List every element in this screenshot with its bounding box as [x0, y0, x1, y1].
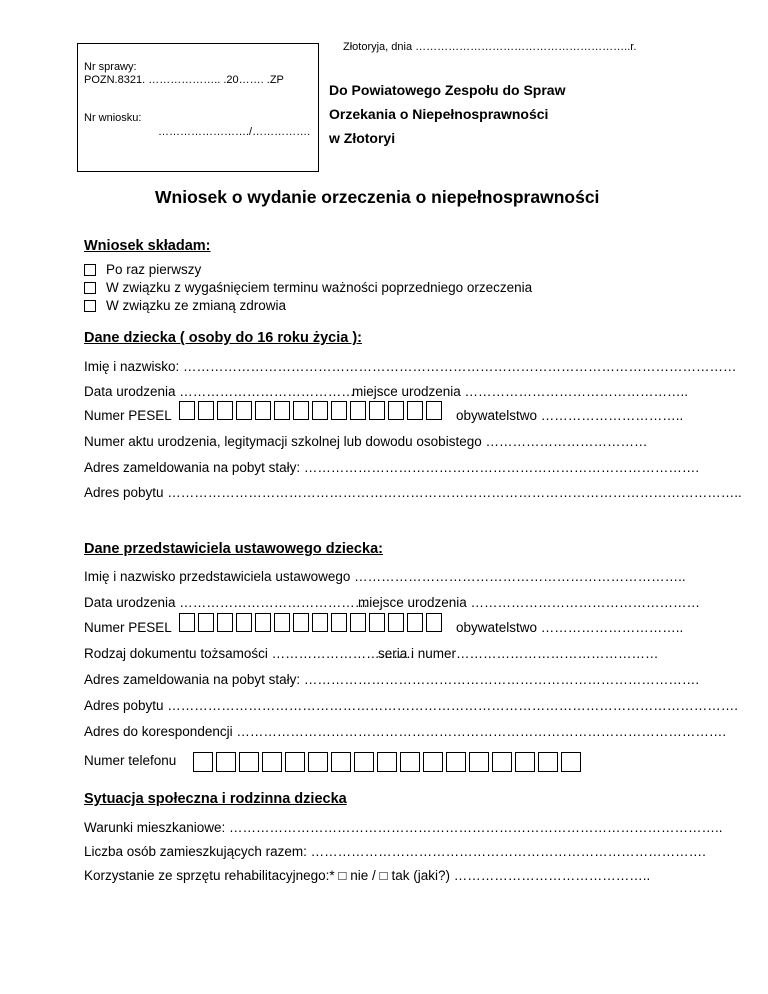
- child-citizenship-field[interactable]: obywatelstwo …………………………..: [456, 408, 684, 423]
- rep-phone-label: Numer telefonu: [84, 753, 177, 768]
- addressee-line: Do Powiatowego Zespołu do Spraw: [329, 82, 566, 98]
- digit-box[interactable]: [369, 613, 385, 632]
- form-title: Wniosek o wydanie orzeczenia o niepełnosprawności: [155, 187, 600, 207]
- rep-id-type-field[interactable]: Rodzaj dokumentu tożsamości …………………………..: [84, 646, 415, 661]
- digit-box[interactable]: [426, 401, 442, 420]
- digit-box[interactable]: [350, 401, 366, 420]
- digit-box[interactable]: [538, 752, 558, 772]
- housing-conditions-field[interactable]: Warunki mieszkaniowe: ………………………………………………………………………………………………..: [84, 820, 723, 835]
- addressee-line: Orzekania o Niepełnosprawności: [329, 106, 549, 122]
- digit-box[interactable]: [312, 613, 328, 632]
- digit-box[interactable]: [469, 752, 489, 772]
- rep-pesel-label: Numer PESEL: [84, 620, 172, 635]
- rehab-equipment-field[interactable]: Korzystanie ze sprzętu rehabilitacyjnego:* □ nie / □ tak (jaki?) ……………………………………..: [84, 868, 651, 883]
- digit-box[interactable]: [293, 613, 309, 632]
- digit-box[interactable]: [274, 401, 290, 420]
- digit-box[interactable]: [423, 752, 443, 772]
- case-number-field[interactable]: POZN.8321. ……………….. .20……. .ZP: [84, 74, 284, 86]
- digit-box[interactable]: [369, 401, 385, 420]
- option-checkbox-first-time[interactable]: [84, 264, 96, 276]
- digit-box[interactable]: [331, 401, 347, 420]
- digit-box[interactable]: [426, 613, 442, 632]
- digit-box[interactable]: [216, 752, 236, 772]
- application-number-field[interactable]: ……………………./…………….: [158, 126, 311, 138]
- digit-box[interactable]: [217, 613, 233, 632]
- digit-box[interactable]: [255, 613, 271, 632]
- addressee: [329, 78, 565, 150]
- rep-name-field[interactable]: Imię i nazwisko przedstawiciela ustawowego ………………………………………………………………..: [84, 569, 686, 584]
- option-label: W związku z wygaśnięciem terminu ważności poprzedniego orzeczenia: [106, 280, 533, 295]
- digit-box[interactable]: [561, 752, 581, 772]
- digit-box[interactable]: [274, 613, 290, 632]
- request-heading: Wniosek składam:: [84, 238, 211, 254]
- date-line: Złotoryja, dnia …………………………………………………..r.: [343, 41, 637, 53]
- digit-box[interactable]: [377, 752, 397, 772]
- option-checkbox-health-change[interactable]: [84, 300, 96, 312]
- child-pesel-boxes[interactable]: [179, 401, 442, 420]
- rep-birth-place-field[interactable]: miejsce urodzenia ……………………………………………: [358, 595, 701, 610]
- digit-box[interactable]: [331, 752, 351, 772]
- digit-box[interactable]: [198, 613, 214, 632]
- digit-box[interactable]: [193, 752, 213, 772]
- rep-id-number-field[interactable]: seria i numer………………………………………: [378, 646, 659, 661]
- digit-box[interactable]: [239, 752, 259, 772]
- representative-section-heading: Dane przedstawiciela ustawowego dziecka:: [84, 541, 383, 557]
- digit-box[interactable]: [198, 401, 214, 420]
- digit-box[interactable]: [236, 401, 252, 420]
- application-number-label: Nr wniosku:: [84, 112, 142, 124]
- option-label: Po raz pierwszy: [106, 262, 202, 277]
- digit-box[interactable]: [293, 401, 309, 420]
- rep-phone-boxes[interactable]: [193, 752, 581, 772]
- child-section-heading: Dane dziecka ( osoby do 16 roku życia ):: [84, 330, 362, 346]
- child-document-number-field[interactable]: Numer aktu urodzenia, legitymacji szkolnej lub dowodu osobistego ………………………………: [84, 434, 648, 449]
- digit-box[interactable]: [492, 752, 512, 772]
- digit-box[interactable]: [407, 401, 423, 420]
- addressee-line: w Złotoryi: [329, 130, 396, 146]
- rep-birth-date-field[interactable]: Data urodzenia ……………………………………: [84, 595, 369, 610]
- case-number-label: Nr sprawy:: [84, 61, 137, 73]
- digit-box[interactable]: [388, 613, 404, 632]
- rep-correspondence-address-field[interactable]: Adres do korespondencji ……………………………………………………………………………………………….: [84, 724, 727, 739]
- digit-box[interactable]: [285, 752, 305, 772]
- child-birth-date-field[interactable]: Data urodzenia …………………………………: [84, 384, 355, 399]
- digit-box[interactable]: [446, 752, 466, 772]
- digit-box[interactable]: [354, 752, 374, 772]
- digit-box[interactable]: [515, 752, 535, 772]
- digit-box[interactable]: [262, 752, 282, 772]
- rep-registered-address-field[interactable]: Adres zameldowania na pobyt stały: …………………………………………………………………………….: [84, 672, 700, 687]
- digit-box[interactable]: [350, 613, 366, 632]
- rep-citizenship-field[interactable]: obywatelstwo …………………………..: [456, 620, 684, 635]
- child-pesel-label: Numer PESEL: [84, 408, 172, 423]
- option-label: W związku ze zmianą zdrowia: [106, 298, 287, 313]
- digit-box[interactable]: [236, 613, 252, 632]
- child-birth-place-field[interactable]: miejsce urodzenia …………………………………………..: [352, 384, 689, 399]
- child-name-field[interactable]: Imię i nazwisko: ……………………………………………………………………………………………………………: [84, 359, 737, 374]
- digit-box[interactable]: [179, 613, 195, 632]
- household-count-field[interactable]: Liczba osób zamieszkujących razem: …………………………………………………………………………….: [84, 844, 706, 859]
- social-section-heading: Sytuacja społeczna i rodzinna dziecka: [84, 791, 347, 807]
- digit-box[interactable]: [407, 613, 423, 632]
- digit-box[interactable]: [312, 401, 328, 420]
- digit-box[interactable]: [400, 752, 420, 772]
- digit-box[interactable]: [255, 401, 271, 420]
- child-residence-address-field[interactable]: Adres pobytu ………………………………………………………………………………………………………………..: [84, 485, 742, 500]
- digit-box[interactable]: [331, 613, 347, 632]
- digit-box[interactable]: [308, 752, 328, 772]
- digit-box[interactable]: [217, 401, 233, 420]
- child-registered-address-field[interactable]: Adres zameldowania na pobyt stały: …………………………………………………………………………….: [84, 460, 700, 475]
- digit-box[interactable]: [179, 401, 195, 420]
- rep-pesel-boxes[interactable]: [179, 613, 442, 632]
- digit-box[interactable]: [388, 401, 404, 420]
- rep-residence-address-field[interactable]: Adres pobytu ……………………………………………………………………………………………………………….: [84, 698, 739, 713]
- option-checkbox-expiry[interactable]: [84, 282, 96, 294]
